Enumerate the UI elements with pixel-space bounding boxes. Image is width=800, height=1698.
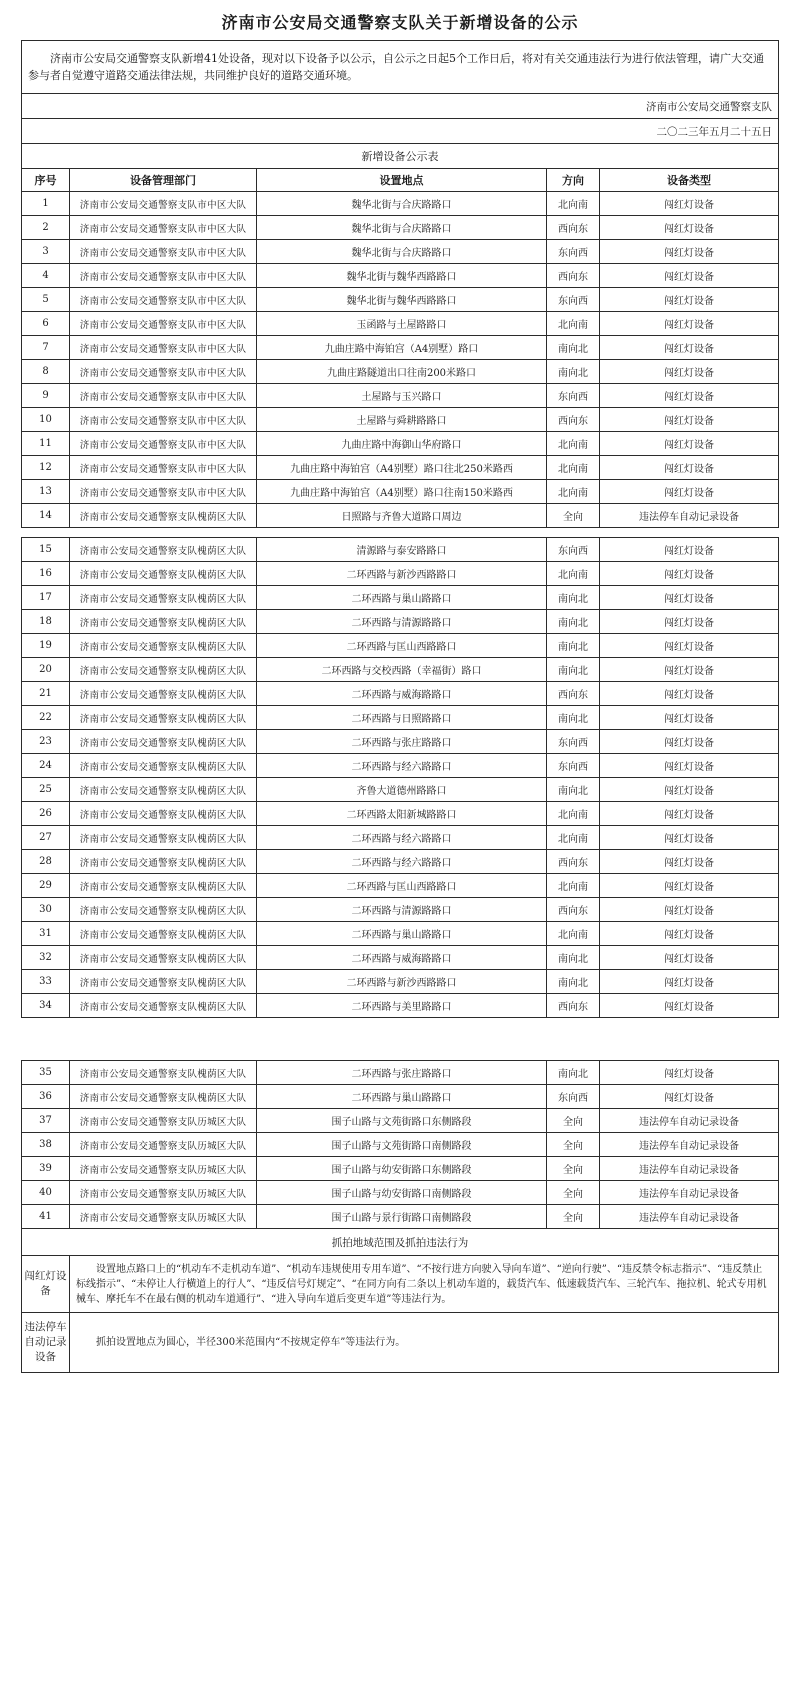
- row-number: 25: [22, 778, 70, 802]
- row-number: 40: [22, 1181, 70, 1205]
- row-department: 济南市公安局交通警察支队槐荫区大队: [70, 634, 257, 658]
- table-row: [22, 1181, 779, 1205]
- row-direction: 北向南: [547, 312, 600, 336]
- row-department: 济南市公安局交通警察支队槐荫区大队: [70, 610, 257, 634]
- row-direction: 全向: [547, 1181, 600, 1205]
- row-number: 16: [22, 562, 70, 586]
- row-number: 18: [22, 610, 70, 634]
- rules-heading: 抓拍地域范围及抓拍违法行为: [22, 1229, 779, 1256]
- row-department: 济南市公安局交通警察支队槐荫区大队: [70, 538, 257, 562]
- row-device-type: 闯红灯设备: [600, 754, 779, 778]
- row-number: 31: [22, 922, 70, 946]
- row-number: 12: [22, 456, 70, 480]
- table-row: [22, 730, 779, 754]
- row-direction: 南向北: [547, 970, 600, 994]
- row-number: 4: [22, 264, 70, 288]
- row-number: 36: [22, 1085, 70, 1109]
- row-location: 土屋路与玉兴路口: [257, 384, 547, 408]
- row-department: 济南市公安局交通警察支队槐荫区大队: [70, 898, 257, 922]
- row-location: 二环西路与匡山西路路口: [257, 634, 547, 658]
- row-direction: 北向南: [547, 432, 600, 456]
- row-number: 9: [22, 384, 70, 408]
- row-number: 5: [22, 288, 70, 312]
- row-device-type: 闯红灯设备: [600, 970, 779, 994]
- row-location: 围子山路与幼安街路口东侧路段: [257, 1157, 547, 1181]
- row-device-type: 闯红灯设备: [600, 1061, 779, 1085]
- row-device-type: 闯红灯设备: [600, 778, 779, 802]
- row-number: 32: [22, 946, 70, 970]
- row-direction: 南向北: [547, 336, 600, 360]
- header-type: 设备类型: [600, 169, 779, 192]
- row-device-type: 闯红灯设备: [600, 610, 779, 634]
- table-row: [22, 850, 779, 874]
- row-direction: 北向南: [547, 562, 600, 586]
- row-location: 二环西路与张庄路路口: [257, 730, 547, 754]
- row-location: 二环西路与巢山路路口: [257, 922, 547, 946]
- row-direction: 南向北: [547, 1061, 600, 1085]
- row-location: 围子山路与景行街路口南侧路段: [257, 1205, 547, 1229]
- row-location: 二环西路与清源路路口: [257, 610, 547, 634]
- row-location: 土屋路与舜耕路路口: [257, 408, 547, 432]
- row-device-type: 闯红灯设备: [600, 312, 779, 336]
- row-department: 济南市公安局交通警察支队历城区大队: [70, 1205, 257, 1229]
- row-department: 济南市公安局交通警察支队市中区大队: [70, 408, 257, 432]
- row-department: 济南市公安局交通警察支队历城区大队: [70, 1133, 257, 1157]
- row-location: 二环西路与威海路路口: [257, 946, 547, 970]
- row-department: 济南市公安局交通警察支队槐荫区大队: [70, 874, 257, 898]
- row-location: 二环西路与匡山西路路口: [257, 874, 547, 898]
- row-location: 二环西路与经六路路口: [257, 754, 547, 778]
- row-direction: 全向: [547, 1109, 600, 1133]
- row-location: 二环西路与新沙西路路口: [257, 970, 547, 994]
- row-department: 济南市公安局交通警察支队槐荫区大队: [70, 754, 257, 778]
- row-direction: 南向北: [547, 586, 600, 610]
- row-location: 魏华北街与合庆路路口: [257, 192, 547, 216]
- table-row: [22, 192, 779, 216]
- row-location: 围子山路与文苑街路口东侧路段: [257, 1109, 547, 1133]
- row-location: 清源路与泰安路路口: [257, 538, 547, 562]
- row-number: 41: [22, 1205, 70, 1229]
- row-number: 27: [22, 826, 70, 850]
- row-device-type: 闯红灯设备: [600, 538, 779, 562]
- table-row: [22, 384, 779, 408]
- row-number: 38: [22, 1133, 70, 1157]
- row-device-type: 闯红灯设备: [600, 192, 779, 216]
- row-number: 24: [22, 754, 70, 778]
- notice-table-part-2: [21, 537, 779, 1018]
- row-number: 10: [22, 408, 70, 432]
- row-location: 二环西路与清源路路口: [257, 898, 547, 922]
- row-location: 二环西路与巢山路路口: [257, 586, 547, 610]
- row-location: 九曲庄路中海铂宫（A4别墅）路口往北250米路西: [257, 456, 547, 480]
- row-device-type: 违法停车自动记录设备: [600, 1109, 779, 1133]
- row-device-type: 违法停车自动记录设备: [600, 1157, 779, 1181]
- row-location: 魏华北街与魏华西路路口: [257, 264, 547, 288]
- row-department: 济南市公安局交通警察支队市中区大队: [70, 264, 257, 288]
- table-row: [22, 682, 779, 706]
- header-location: 设置地点: [257, 169, 547, 192]
- row-direction: 东向西: [547, 1085, 600, 1109]
- row-location: 二环西路与经六路路口: [257, 826, 547, 850]
- row-device-type: 闯红灯设备: [600, 216, 779, 240]
- row-location: 二环西路太阳新城路路口: [257, 802, 547, 826]
- row-department: 济南市公安局交通警察支队历城区大队: [70, 1181, 257, 1205]
- row-device-type: 闯红灯设备: [600, 288, 779, 312]
- row-direction: 南向北: [547, 610, 600, 634]
- row-department: 济南市公安局交通警察支队槐荫区大队: [70, 586, 257, 610]
- row-department: 济南市公安局交通警察支队槐荫区大队: [70, 504, 257, 528]
- row-direction: 全向: [547, 1205, 600, 1229]
- row-number: 15: [22, 538, 70, 562]
- table-row: [22, 706, 779, 730]
- row-department: 济南市公安局交通警察支队市中区大队: [70, 312, 257, 336]
- row-location: 九曲庄路中海御山华府路口: [257, 432, 547, 456]
- row-device-type: 闯红灯设备: [600, 360, 779, 384]
- row-direction: 北向南: [547, 456, 600, 480]
- table-row: [22, 610, 779, 634]
- row-number: 33: [22, 970, 70, 994]
- table-row: [22, 658, 779, 682]
- row-direction: 东向西: [547, 730, 600, 754]
- row-location: 二环西路与美里路路口: [257, 994, 547, 1018]
- row-department: 济南市公安局交通警察支队槐荫区大队: [70, 970, 257, 994]
- row-location: 二环西路与新沙西路路口: [257, 562, 547, 586]
- row-direction: 北向南: [547, 480, 600, 504]
- table-row: [22, 1205, 779, 1229]
- row-direction: 全向: [547, 504, 600, 528]
- row-department: 济南市公安局交通警察支队槐荫区大队: [70, 802, 257, 826]
- row-number: 11: [22, 432, 70, 456]
- row-direction: 西向东: [547, 850, 600, 874]
- intro-paragraph: 济南市公安局交通警察支队新增41处设备，现对以下设备予以公示，自公示之日起5个工作日后，将对有关交通违法行为进行依法管理，请广大交通参与者自觉遵守道路交通法律法规，共同维护良好的道路交通环境。: [22, 41, 779, 94]
- row-direction: 南向北: [547, 360, 600, 384]
- row-location: 二环西路与日照路路口: [257, 706, 547, 730]
- table-row: [22, 1157, 779, 1181]
- row-device-type: 闯红灯设备: [600, 658, 779, 682]
- row-number: 29: [22, 874, 70, 898]
- row-location: 日照路与齐鲁大道路口周边: [257, 504, 547, 528]
- row-device-type: 闯红灯设备: [600, 730, 779, 754]
- table-row: [22, 970, 779, 994]
- table-row: [22, 586, 779, 610]
- table-row: [22, 216, 779, 240]
- row-department: 济南市公安局交通警察支队市中区大队: [70, 216, 257, 240]
- row-device-type: 闯红灯设备: [600, 802, 779, 826]
- row-number: 17: [22, 586, 70, 610]
- row-device-type: 闯红灯设备: [600, 634, 779, 658]
- row-device-type: 闯红灯设备: [600, 456, 779, 480]
- row-location: 玉函路与土屋路路口: [257, 312, 547, 336]
- row-number: 1: [22, 192, 70, 216]
- row-direction: 西向东: [547, 264, 600, 288]
- table-row: [22, 288, 779, 312]
- row-device-type: 闯红灯设备: [600, 682, 779, 706]
- table-row: [22, 634, 779, 658]
- row-direction: 北向南: [547, 874, 600, 898]
- row-number: 20: [22, 658, 70, 682]
- row-location: 齐鲁大道德州路路口: [257, 778, 547, 802]
- row-department: 济南市公安局交通警察支队市中区大队: [70, 240, 257, 264]
- row-department: 济南市公安局交通警察支队槐荫区大队: [70, 562, 257, 586]
- row-location: 九曲庄路中海铂宫（A4别墅）路口: [257, 336, 547, 360]
- table-caption: 新增设备公示表: [22, 144, 779, 169]
- rule-text-parking: 抓拍设置地点为圆心，半径300米范围内“不按规定停车”等违法行为。: [70, 1313, 779, 1373]
- row-device-type: 闯红灯设备: [600, 1085, 779, 1109]
- row-department: 济南市公安局交通警察支队槐荫区大队: [70, 730, 257, 754]
- row-direction: 西向东: [547, 994, 600, 1018]
- header-no: 序号: [22, 169, 70, 192]
- notice-table-part-1: [21, 40, 779, 528]
- rule-label-red-light: 闯红灯设备: [22, 1256, 70, 1313]
- row-device-type: 闯红灯设备: [600, 994, 779, 1018]
- row-direction: 南向北: [547, 658, 600, 682]
- row-device-type: 闯红灯设备: [600, 706, 779, 730]
- row-department: 济南市公安局交通警察支队槐荫区大队: [70, 826, 257, 850]
- row-device-type: 闯红灯设备: [600, 432, 779, 456]
- issue-date: 二〇二三年五月二十五日: [22, 119, 779, 144]
- table-row: [22, 432, 779, 456]
- row-number: 26: [22, 802, 70, 826]
- table-row: [22, 778, 779, 802]
- table-row: [22, 754, 779, 778]
- header-direction: 方向: [547, 169, 600, 192]
- row-device-type: 闯红灯设备: [600, 826, 779, 850]
- row-device-type: 违法停车自动记录设备: [600, 504, 779, 528]
- row-direction: 东向西: [547, 288, 600, 312]
- table-row: [22, 1085, 779, 1109]
- row-direction: 南向北: [547, 946, 600, 970]
- row-direction: 北向南: [547, 922, 600, 946]
- table-row: [22, 312, 779, 336]
- issuer: 济南市公安局交通警察支队: [22, 94, 779, 119]
- row-location: 二环西路与威海路路口: [257, 682, 547, 706]
- row-direction: 西向东: [547, 408, 600, 432]
- row-device-type: 闯红灯设备: [600, 384, 779, 408]
- row-department: 济南市公安局交通警察支队历城区大队: [70, 1109, 257, 1133]
- row-department: 济南市公安局交通警察支队槐荫区大队: [70, 994, 257, 1018]
- row-location: 魏华北街与魏华西路路口: [257, 288, 547, 312]
- row-location: 二环西路与巢山路路口: [257, 1085, 547, 1109]
- row-location: 魏华北街与合庆路路口: [257, 216, 547, 240]
- row-location: 魏华北街与合庆路路口: [257, 240, 547, 264]
- row-department: 济南市公安局交通警察支队历城区大队: [70, 1157, 257, 1181]
- row-department: 济南市公安局交通警察支队市中区大队: [70, 456, 257, 480]
- table-row: [22, 826, 779, 850]
- table-row: [22, 1133, 779, 1157]
- table-row: [22, 946, 779, 970]
- row-device-type: 闯红灯设备: [600, 480, 779, 504]
- row-department: 济南市公安局交通警察支队市中区大队: [70, 360, 257, 384]
- row-number: 2: [22, 216, 70, 240]
- row-department: 济南市公安局交通警察支队槐荫区大队: [70, 1085, 257, 1109]
- header-dept: 设备管理部门: [70, 169, 257, 192]
- table-row: [22, 538, 779, 562]
- row-direction: 全向: [547, 1157, 600, 1181]
- table-row: [22, 1109, 779, 1133]
- table-row: [22, 874, 779, 898]
- row-department: 济南市公安局交通警察支队市中区大队: [70, 384, 257, 408]
- table-row: [22, 456, 779, 480]
- row-direction: 南向北: [547, 706, 600, 730]
- table-row: [22, 360, 779, 384]
- row-device-type: 闯红灯设备: [600, 850, 779, 874]
- row-department: 济南市公安局交通警察支队市中区大队: [70, 192, 257, 216]
- row-location: 九曲庄路隧道出口往南200米路口: [257, 360, 547, 384]
- row-number: 35: [22, 1061, 70, 1085]
- row-direction: 北向南: [547, 826, 600, 850]
- row-department: 济南市公安局交通警察支队槐荫区大队: [70, 706, 257, 730]
- row-department: 济南市公安局交通警察支队槐荫区大队: [70, 1061, 257, 1085]
- row-number: 3: [22, 240, 70, 264]
- row-location: 二环西路与交校西路（幸福街）路口: [257, 658, 547, 682]
- row-device-type: 闯红灯设备: [600, 336, 779, 360]
- row-number: 6: [22, 312, 70, 336]
- row-direction: 东向西: [547, 754, 600, 778]
- row-direction: 北向南: [547, 802, 600, 826]
- page-title: 济南市公安局交通警察支队关于新增设备的公示: [221, 13, 579, 32]
- rule-label-parking: 违法停车自动记录设备: [22, 1313, 70, 1373]
- row-device-type: 闯红灯设备: [600, 264, 779, 288]
- table-row: [22, 480, 779, 504]
- row-number: 39: [22, 1157, 70, 1181]
- row-number: 8: [22, 360, 70, 384]
- table-row: [22, 408, 779, 432]
- row-device-type: 闯红灯设备: [600, 562, 779, 586]
- row-number: 34: [22, 994, 70, 1018]
- rule-text-red-light: 设置地点路口上的“机动车不走机动车道”、“机动车违规使用专用车道”、“不按行进方向驶入导向车道”、“逆向行驶”、“违反禁令标志指示”、“违反禁止标线指示”、“未停让人行横道上的行人”、“违反信号灯规定”、“在同方向有二条以上机动车道的，载货汽车、低速载货汽车、三轮汽车、拖拉机、轮式专用机械车、摩托车不在最右侧的机动车道通行”、“进入导向车道后变更车道”等违法行为。: [70, 1256, 779, 1313]
- table-row: [22, 240, 779, 264]
- row-device-type: 违法停车自动记录设备: [600, 1133, 779, 1157]
- table-row: [22, 336, 779, 360]
- row-direction: 东向西: [547, 240, 600, 264]
- row-department: 济南市公安局交通警察支队市中区大队: [70, 480, 257, 504]
- row-department: 济南市公安局交通警察支队市中区大队: [70, 432, 257, 456]
- row-device-type: 违法停车自动记录设备: [600, 1181, 779, 1205]
- row-location: 围子山路与文苑街路口南侧路段: [257, 1133, 547, 1157]
- row-device-type: 闯红灯设备: [600, 408, 779, 432]
- table-row: [22, 898, 779, 922]
- row-direction: 南向北: [547, 634, 600, 658]
- table-row: [22, 922, 779, 946]
- row-direction: 西向东: [547, 682, 600, 706]
- row-location: 围子山路与幼安街路口南侧路段: [257, 1181, 547, 1205]
- row-device-type: 闯红灯设备: [600, 946, 779, 970]
- row-department: 济南市公安局交通警察支队槐荫区大队: [70, 946, 257, 970]
- table-row: [22, 562, 779, 586]
- row-number: 23: [22, 730, 70, 754]
- row-device-type: 闯红灯设备: [600, 922, 779, 946]
- row-device-type: 闯红灯设备: [600, 898, 779, 922]
- row-number: 14: [22, 504, 70, 528]
- row-location: 二环西路与张庄路路口: [257, 1061, 547, 1085]
- row-number: 19: [22, 634, 70, 658]
- row-number: 30: [22, 898, 70, 922]
- table-row: [22, 802, 779, 826]
- table-row: [22, 1061, 779, 1085]
- row-device-type: 违法停车自动记录设备: [600, 1205, 779, 1229]
- row-number: 37: [22, 1109, 70, 1133]
- row-device-type: 闯红灯设备: [600, 240, 779, 264]
- row-department: 济南市公安局交通警察支队槐荫区大队: [70, 778, 257, 802]
- row-direction: 西向东: [547, 216, 600, 240]
- row-department: 济南市公安局交通警察支队槐荫区大队: [70, 682, 257, 706]
- row-direction: 西向东: [547, 898, 600, 922]
- table-row: [22, 264, 779, 288]
- row-location: 二环西路与经六路路口: [257, 850, 547, 874]
- row-direction: 东向西: [547, 384, 600, 408]
- row-department: 济南市公安局交通警察支队槐荫区大队: [70, 850, 257, 874]
- row-department: 济南市公安局交通警察支队市中区大队: [70, 336, 257, 360]
- row-device-type: 闯红灯设备: [600, 586, 779, 610]
- row-department: 济南市公安局交通警察支队市中区大队: [70, 288, 257, 312]
- table-row: [22, 504, 779, 528]
- row-number: 7: [22, 336, 70, 360]
- row-location: 九曲庄路中海铂宫（A4别墅）路口往南150米路西: [257, 480, 547, 504]
- row-device-type: 闯红灯设备: [600, 874, 779, 898]
- row-number: 22: [22, 706, 70, 730]
- notice-table-part-3: [21, 1060, 779, 1373]
- row-direction: 东向西: [547, 538, 600, 562]
- table-row: [22, 994, 779, 1018]
- row-number: 13: [22, 480, 70, 504]
- row-direction: 北向南: [547, 192, 600, 216]
- row-direction: 南向北: [547, 778, 600, 802]
- row-number: 28: [22, 850, 70, 874]
- row-direction: 全向: [547, 1133, 600, 1157]
- row-department: 济南市公安局交通警察支队槐荫区大队: [70, 658, 257, 682]
- row-number: 21: [22, 682, 70, 706]
- row-department: 济南市公安局交通警察支队槐荫区大队: [70, 922, 257, 946]
